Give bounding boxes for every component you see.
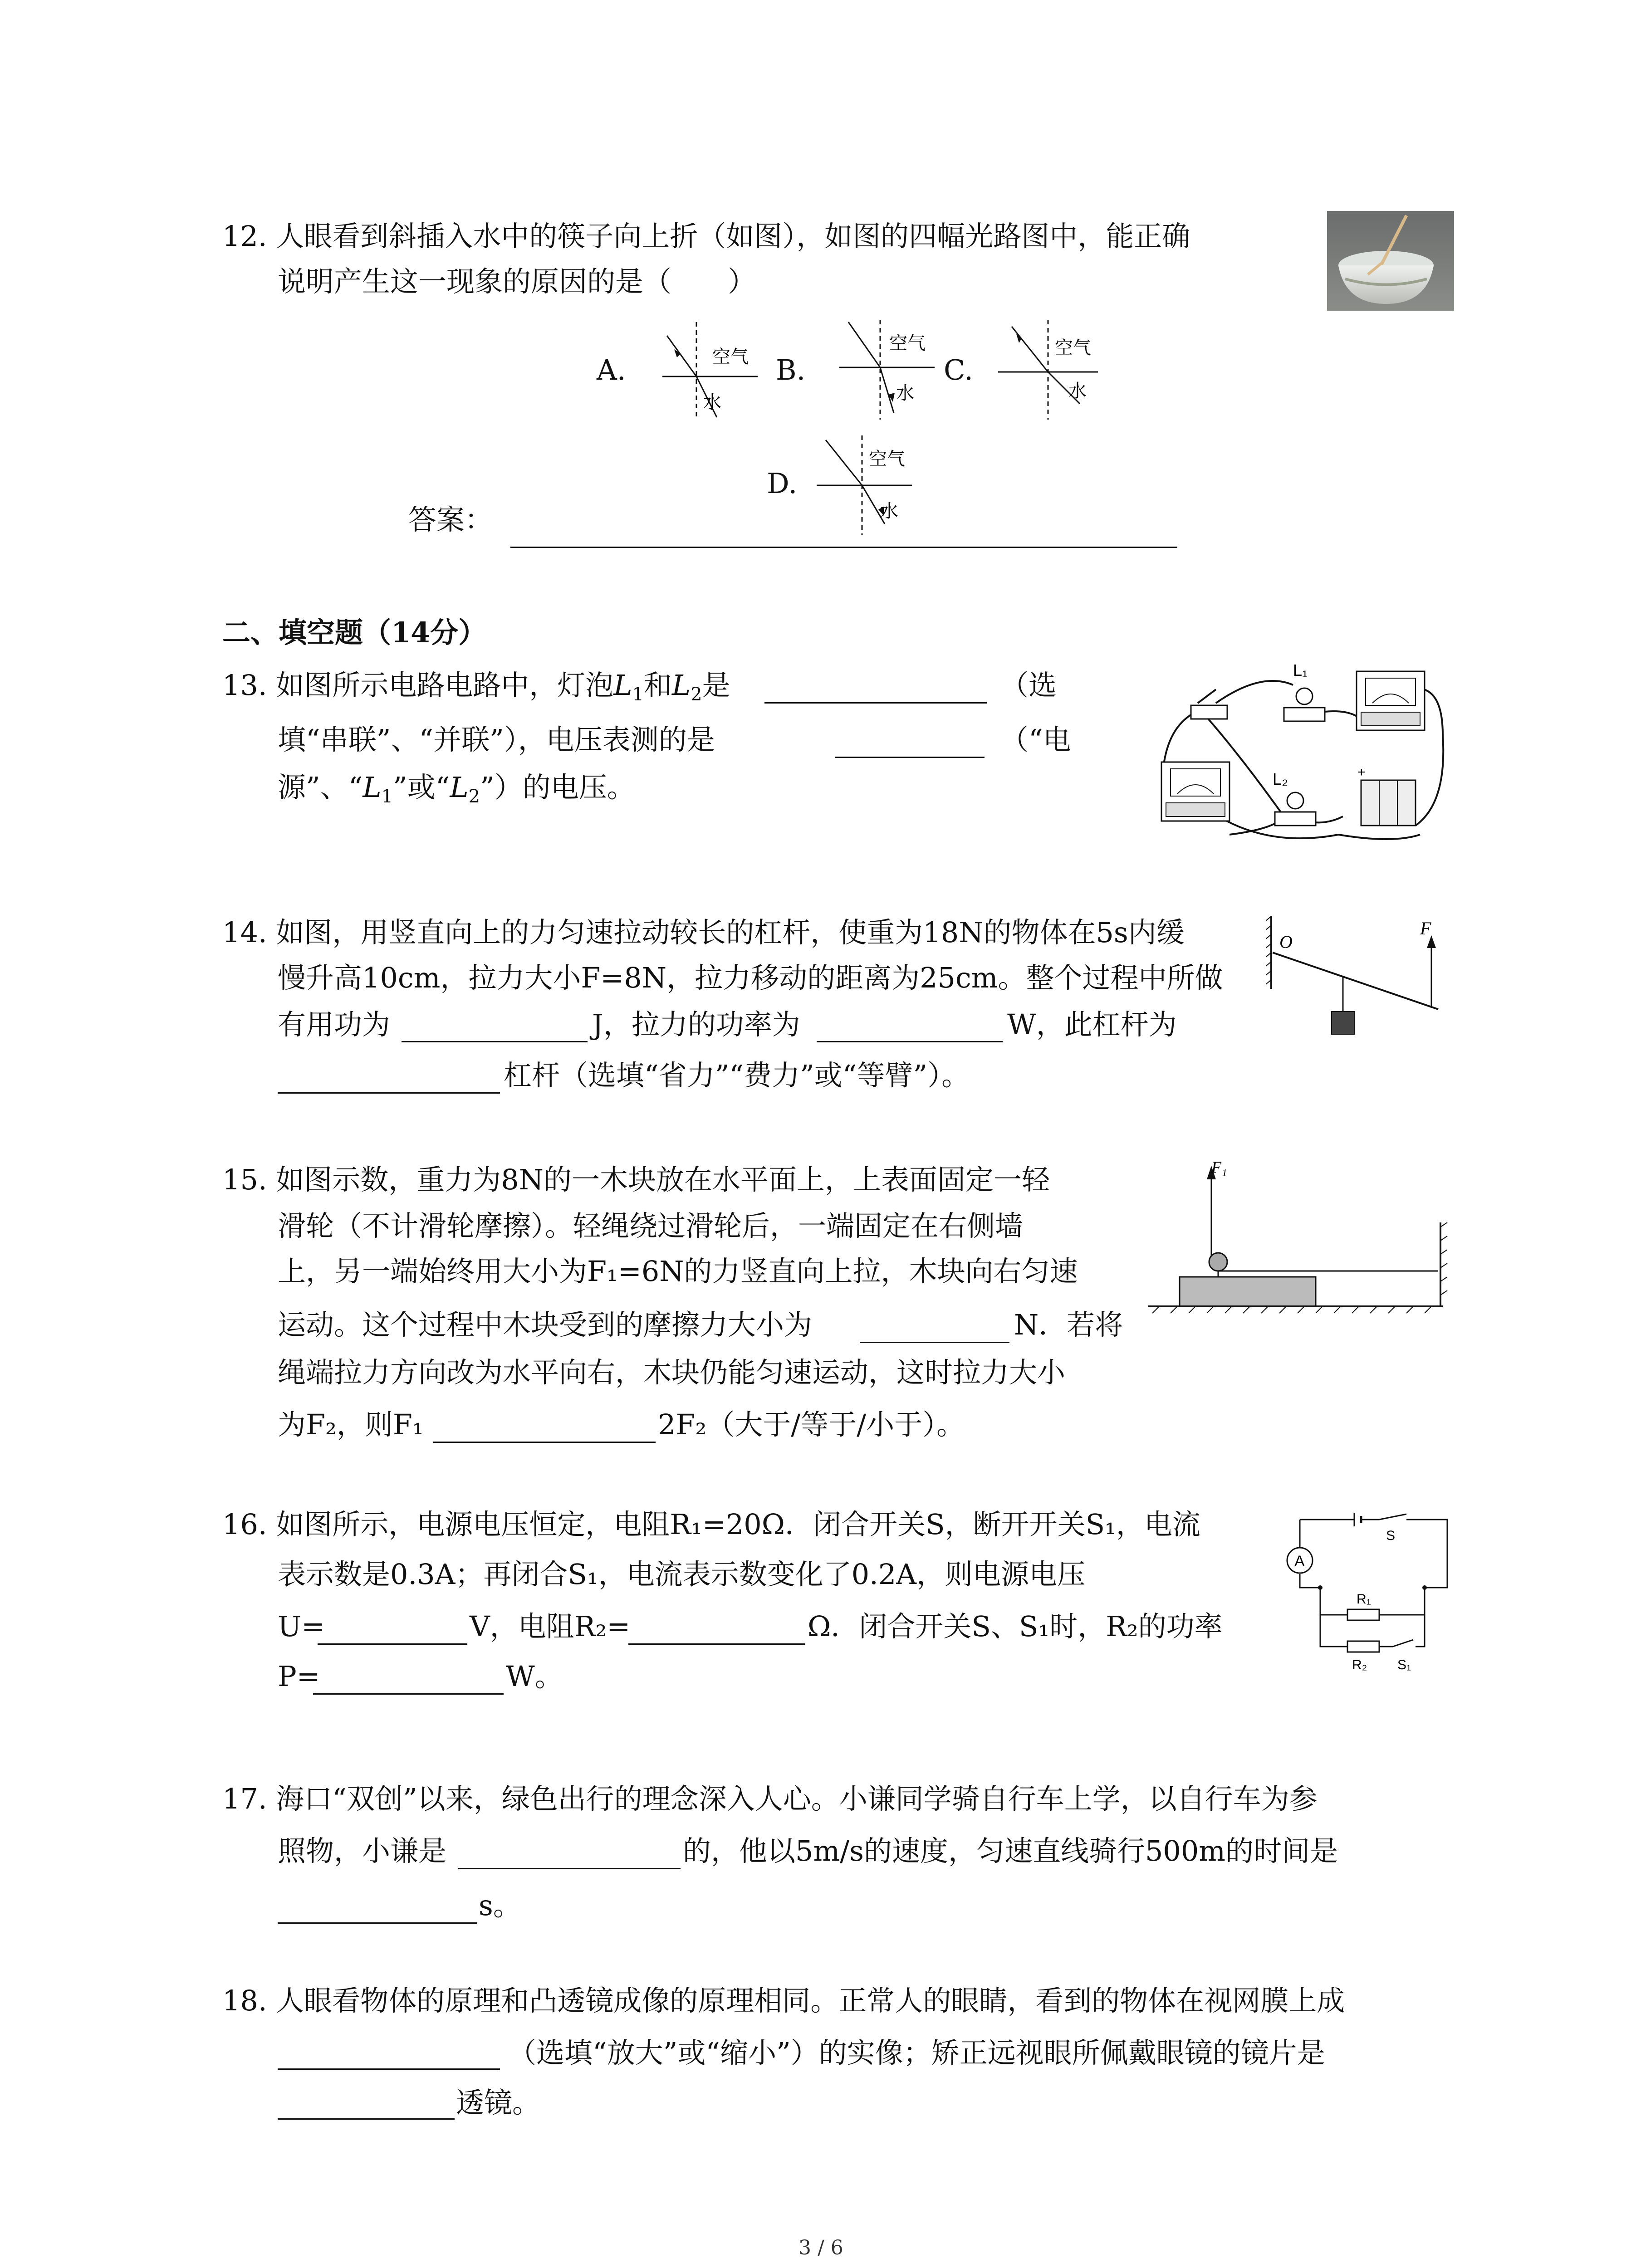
air-label-a: 空气: [712, 347, 749, 367]
resistor-r2-label: R₂: [1352, 1657, 1367, 1672]
q18-line3: 透镜。: [456, 2086, 541, 2119]
q18-line2: （选填“放大”或“缩小”）的实像；矫正远视眼所佩戴眼镜的镜片是: [508, 2036, 1325, 2069]
chopstick-bowl-photo: [1327, 211, 1454, 311]
light-path-diagram-d: [812, 433, 921, 538]
q15-line3: 上，另一端始终用大小为F₁=6N的力竖直向上拉，木块向右匀速: [278, 1255, 1078, 1288]
switch-s1-label: S₁: [1397, 1657, 1411, 1672]
q15-blank-1[interactable]: [860, 1342, 1009, 1343]
water-label-d: 水: [880, 501, 898, 521]
svg-text:+: +: [1357, 765, 1366, 780]
ammeter-a-label: A: [1294, 1553, 1305, 1570]
q13-line1-c: （选: [1000, 669, 1057, 702]
lever-o-label: O: [1279, 932, 1293, 952]
resistor-r1-label: R₁: [1357, 1592, 1371, 1607]
q14-line3-a: 有用功为: [278, 1008, 391, 1041]
q16-line2: 表示数是0.3A；再闭合S₁，电流表示数变化了0.2A，则电源电压: [278, 1558, 1086, 1591]
page-number: 3 / 6: [798, 2236, 843, 2259]
q13-line2-b: （“电: [1000, 723, 1071, 756]
air-label-c: 空气: [1055, 338, 1091, 358]
q16-blank-3[interactable]: [313, 1693, 504, 1695]
q14-line3-b: J，拉力的功率为: [592, 1008, 800, 1041]
water-label-b: 水: [896, 383, 914, 403]
water-label-c: 水: [1068, 381, 1087, 401]
q14-blank-1[interactable]: [402, 1041, 588, 1042]
water-label-a: 水: [703, 392, 721, 412]
q15-line1: 15. 如图示数，重力为8N的一木块放在水平面上，上表面固定一轻: [222, 1163, 1050, 1196]
q16-line1: 16. 如图所示，电源电压恒定，电阻R₁=20Ω．闭合开关S，断开开关S₁，电流: [222, 1508, 1200, 1541]
q13-line3: 源”、“$L_1$”或“$L_2$”）的电压。: [278, 771, 635, 807]
q14-blank-2[interactable]: [817, 1041, 1003, 1042]
circuit-photo-diagram: [1148, 653, 1456, 857]
pulley-f1-label: F₁: [1211, 1158, 1227, 1176]
q17-line2-a: 照物，小谦是: [278, 1834, 447, 1867]
circuit-l1-label: L₁: [1293, 661, 1308, 679]
q14-blank-3[interactable]: [278, 1092, 500, 1094]
q16-line3-c: Ω．闭合开关S、S₁时，R₂的功率: [808, 1610, 1223, 1643]
option-c-label: C.: [944, 353, 973, 386]
q13-blank-2[interactable]: [835, 757, 985, 758]
light-path-diagram-a: [658, 318, 762, 422]
answer-blank[interactable]: [510, 547, 1177, 548]
q18-line1: 18. 人眼看物体的原理和凸透镜成像的原理相同。正常人的眼睛，看到的物体在视网膜上成: [222, 1984, 1345, 2017]
lever-f-label: F: [1420, 918, 1431, 938]
lever-diagram: [1266, 907, 1456, 1052]
q16-line3-b: V，电阻R₂=: [470, 1610, 631, 1643]
light-path-diagram-b: [835, 318, 944, 422]
q12-line2: 说明产生这一现象的原因的是（ ）: [278, 265, 756, 298]
q15-blank-2[interactable]: [433, 1442, 656, 1443]
q17-line2-b: 的，他以5m/s的速度，匀速直线骑行500m的时间是: [683, 1834, 1338, 1867]
q17-line1: 17. 海口“双创”以来，绿色出行的理念深入人心。小谦同学骑自行车上学，以自行车为参: [222, 1782, 1318, 1815]
q15-line2: 滑轮（不计滑轮摩擦）。轻绳绕过滑轮后，一端固定在右侧墙: [278, 1209, 1024, 1242]
q13-line2-a: 填“串联”、“并联”），电压表测的是: [278, 723, 715, 756]
q15-line4-b: N．若将: [1014, 1308, 1123, 1341]
light-path-diagram-c: [994, 318, 1107, 422]
q18-blank-1[interactable]: [278, 2068, 500, 2070]
q14-line2: 慢升高10cm，拉力大小F=8N，拉力移动的距离为25cm。整个过程中所做: [278, 961, 1223, 994]
option-d-label: D.: [767, 467, 798, 500]
q16-line4-b: W。: [506, 1660, 563, 1693]
q14-line4: 杠杆（选填“省力”“费力”或“等臂”）。: [504, 1059, 970, 1092]
q16-blank-1[interactable]: [318, 1643, 467, 1645]
q15-line6-a: 为F₂，则F₁: [278, 1408, 424, 1441]
pulley-block-diagram: [1143, 1154, 1461, 1318]
q16-blank-2[interactable]: [628, 1643, 805, 1645]
q17-blank-1[interactable]: [458, 1868, 681, 1869]
q17-line3: s。: [479, 1889, 521, 1922]
q13-blank-1[interactable]: [764, 702, 987, 704]
q17-blank-2[interactable]: [278, 1922, 477, 1924]
q15-line6-b: 2F₂（大于/等于/小于）。: [658, 1408, 965, 1441]
circuit-schematic: [1275, 1510, 1465, 1674]
option-b-label: B.: [776, 353, 806, 386]
answer-label: 答案：: [408, 503, 493, 536]
q14-line1: 14. 如图，用竖直向上的力匀速拉动较长的杠杆，使重为18N的物体在5s内缓: [222, 916, 1185, 949]
q15-line5: 绳端拉力方向改为水平向右，木块仍能匀速运动，这时拉力大小: [278, 1356, 1066, 1389]
q16-line3-a: U=: [278, 1610, 325, 1643]
q14-line3-c: W，此杠杆为: [1007, 1008, 1177, 1041]
air-label-b: 空气: [889, 333, 926, 353]
switch-s-label: S: [1386, 1528, 1396, 1543]
q16-line4-a: P=: [278, 1660, 320, 1693]
q13-line1-a: 13. 如图所示电路电路中，灯泡: [222, 669, 614, 702]
q18-blank-2[interactable]: [278, 2118, 455, 2120]
section-title: 二、填空题（14分）: [222, 616, 487, 649]
air-label-d: 空气: [869, 449, 905, 469]
q13-line1: 13. 如图所示电路电路中，灯泡$L_1$和$L_2$是: [222, 669, 730, 705]
circuit-l2-label: L₂: [1273, 770, 1288, 788]
q12-line1: 12. 人眼看到斜插入水中的筷子向上折（如图），如图的四幅光路图中，能正确: [222, 220, 1190, 253]
q15-line4-a: 运动。这个过程中木块受到的摩擦力大小为: [278, 1308, 813, 1341]
option-a-label: A.: [597, 353, 626, 386]
